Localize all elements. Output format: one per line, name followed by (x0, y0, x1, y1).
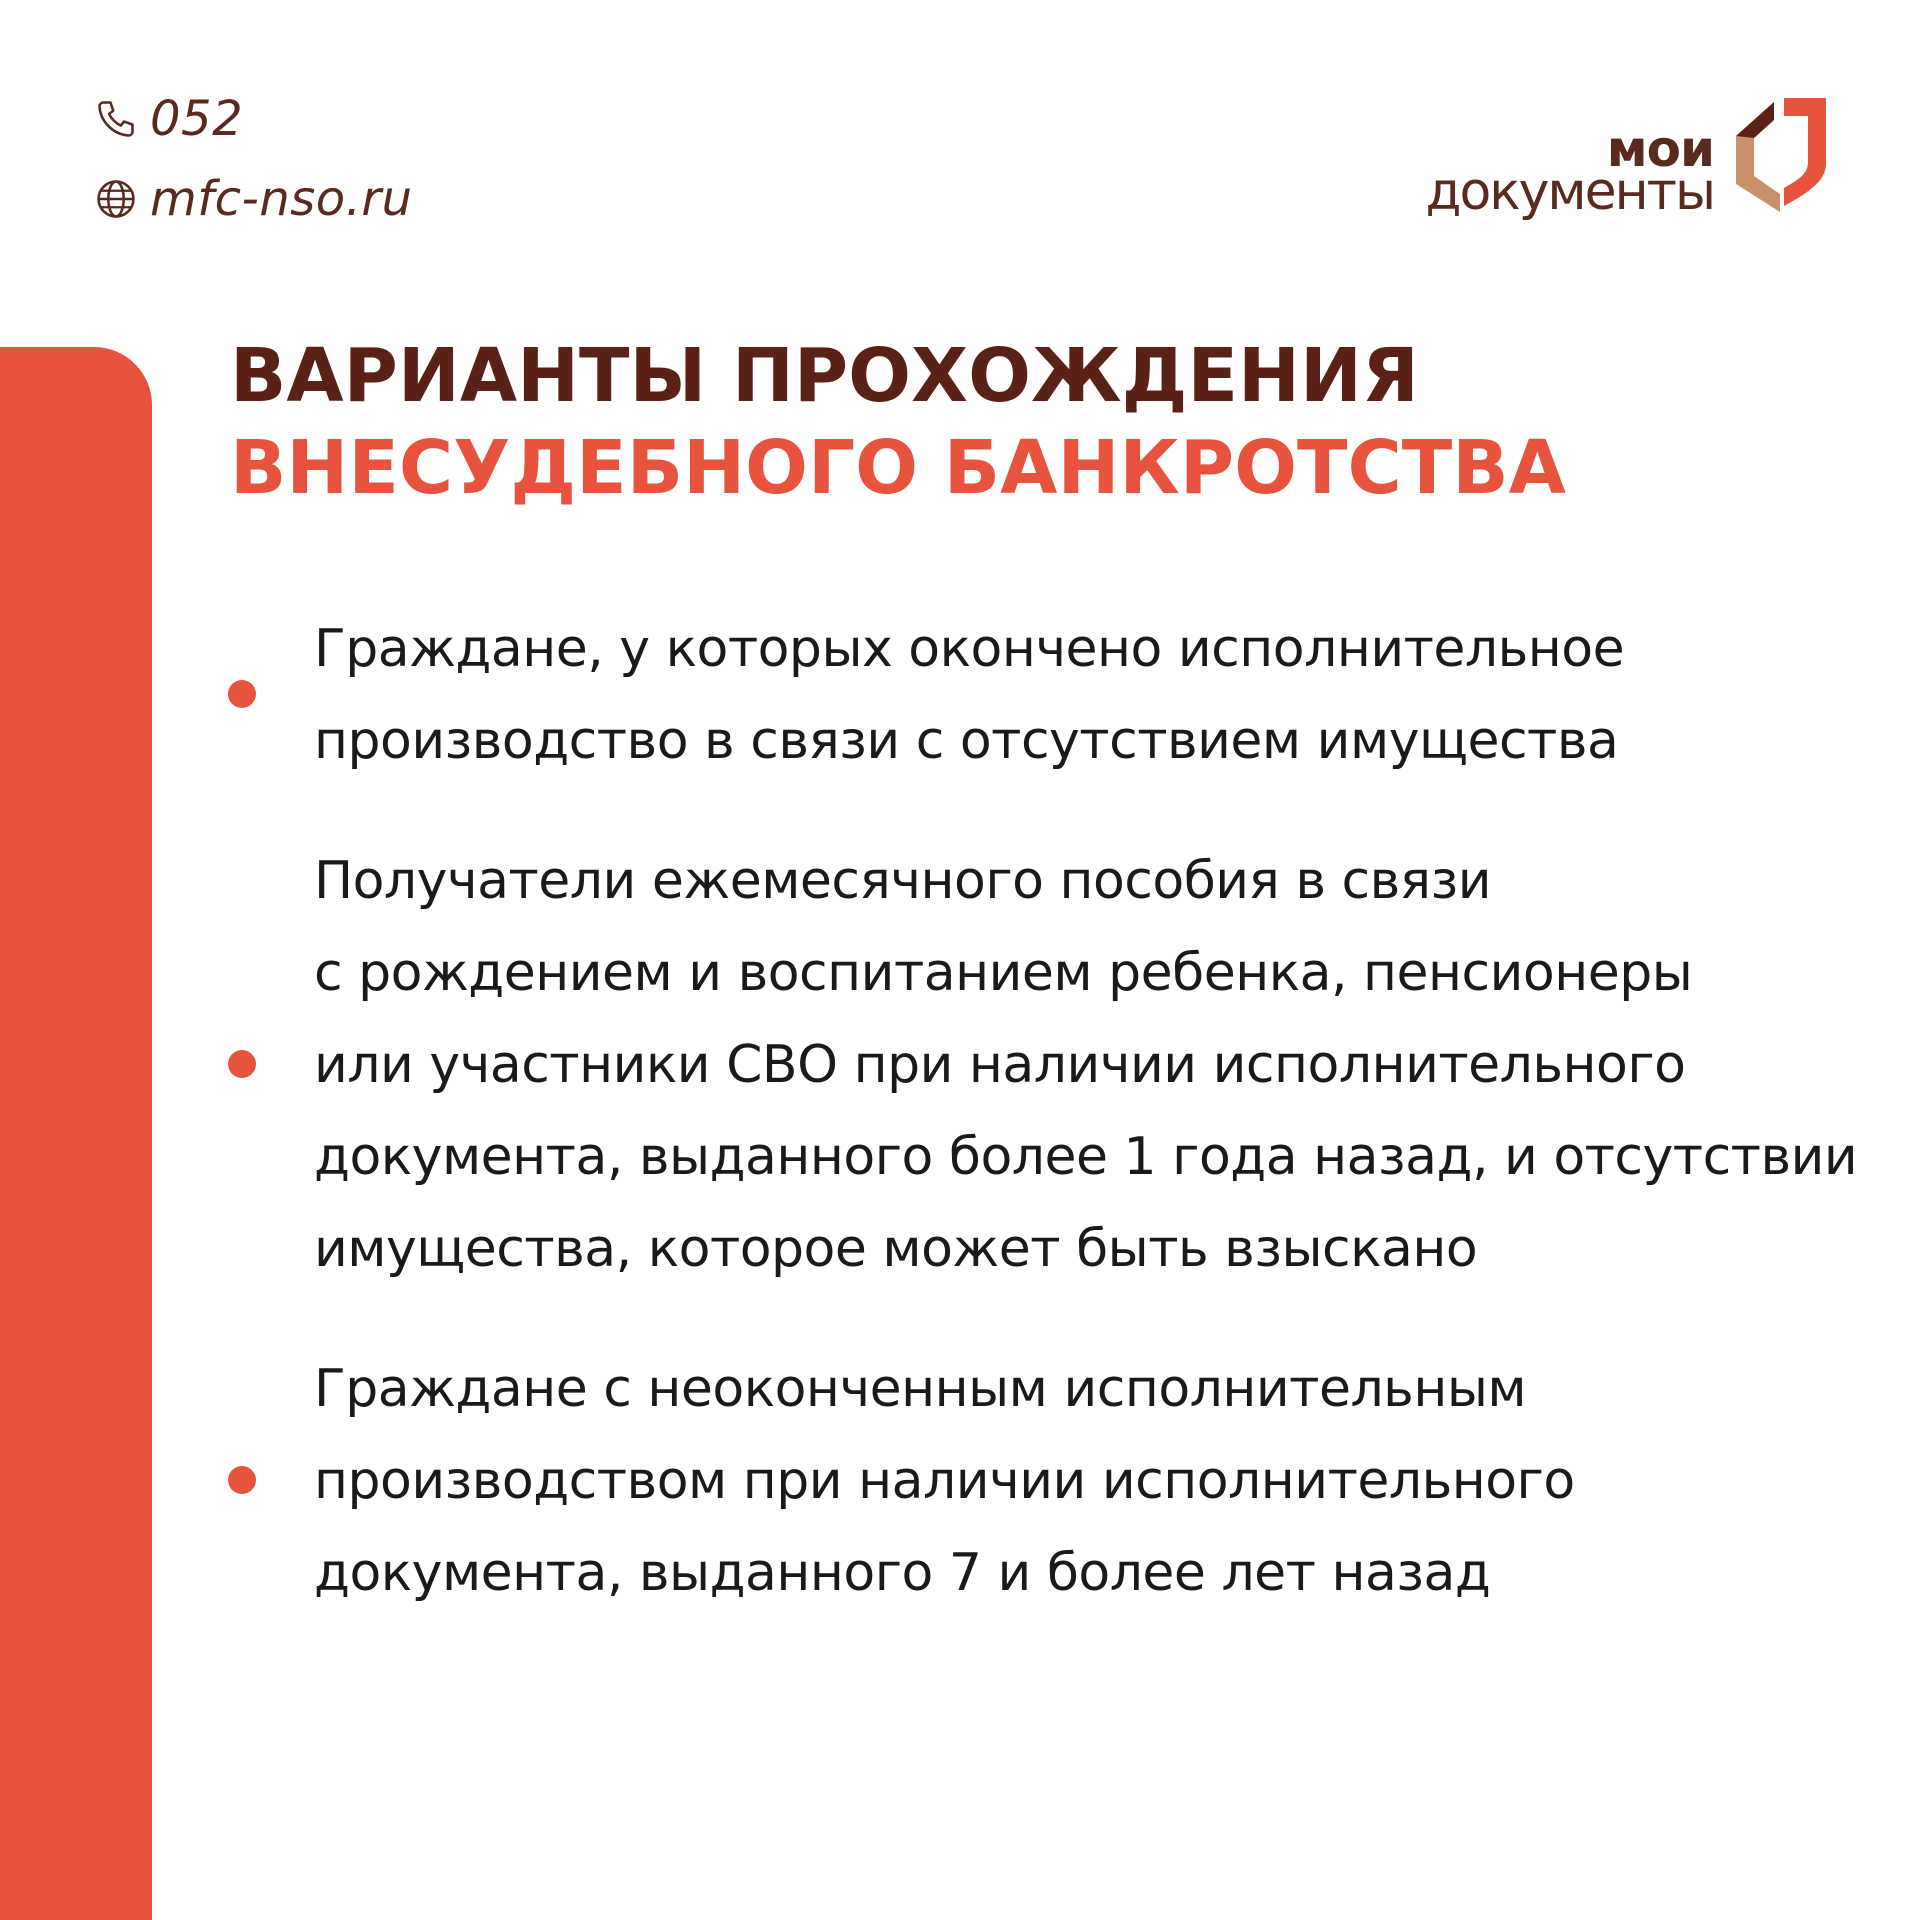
list-item-line: с рождением и воспитанием ребенка, пенсионеры (314, 943, 1693, 1003)
list-item (314, 835, 1858, 1295)
list-item-line: документа, выданного более 1 года назад, и отсутствии (314, 1127, 1858, 1187)
list-item (314, 1343, 1854, 1619)
list-item-line: имущества, которое может быть взыскано (314, 1219, 1478, 1279)
list-item (314, 603, 1854, 787)
logo-text-top: мои (1606, 120, 1714, 178)
bullet-dot (228, 1466, 256, 1494)
logo-text-bottom: документы (1425, 162, 1714, 222)
bullet-dot (228, 680, 256, 708)
list-item-line: Получатели ежемесячного пособия в связи (314, 851, 1492, 911)
title-line-2: ВНЕСУДЕБНОГО БАНКРОТСТВА (230, 425, 1566, 511)
bullet-dot (228, 1050, 256, 1078)
list-item-line: Граждане с неоконченным исполнительным (314, 1359, 1527, 1419)
list-item-line: документа, выданного 7 и более лет назад (314, 1543, 1491, 1603)
list-item-line: производство в связи с отсутствием имущества (314, 711, 1619, 771)
title-line-1: ВАРИАНТЫ ПРОХОЖДЕНИЯ (230, 333, 1419, 419)
website-link[interactable]: mfc-nso.ru (150, 171, 413, 227)
list-item-line: Граждане, у которых окончено исполнительное (314, 619, 1625, 679)
list-item-line: или участники СВО при наличии исполнительного (314, 1035, 1686, 1095)
phone-number[interactable]: 052 (150, 91, 244, 147)
list-item-line: производством при наличии исполнительного (314, 1451, 1575, 1511)
